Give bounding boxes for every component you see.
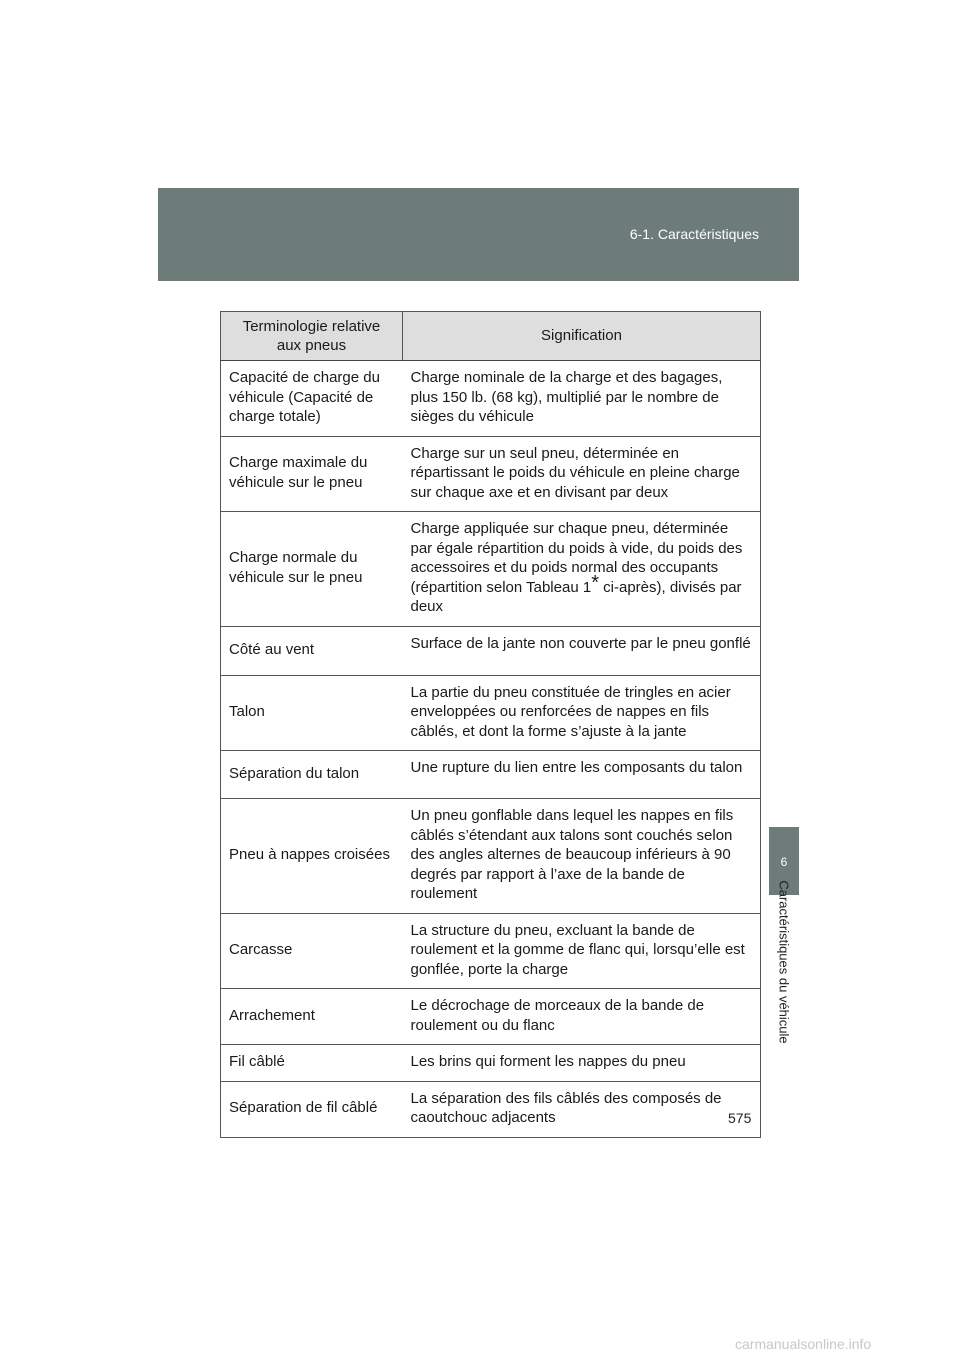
term-cell: Charge maximale du véhicule sur le pneu: [221, 436, 403, 512]
header-band: [158, 188, 799, 281]
meaning-cell: Un pneu gonflable dans lequel les nappes en fils câblés s’étendant aux talons sont couchés selon des angles alternes de beaucoup inférieurs à 90 degrés par rapport à l’axe de la bande de roulement: [403, 799, 761, 914]
footnote-star: *: [591, 571, 599, 594]
term-cell: Talon: [221, 675, 403, 751]
term-cell: Arrachement: [221, 989, 403, 1045]
table-row: [221, 436, 761, 512]
table-row: [221, 512, 761, 627]
meaning-text: Charge appliquée sur chaque pneu, déterminée par égale répartition du poids à vide, du poids des accessoires et du poids normal des occupants (répartition selon Tableau 1: [410, 520, 743, 596]
term-cell: Fil câblé: [221, 1045, 403, 1082]
meaning-cell: Les brins qui forment les nappes du pneu: [403, 1045, 761, 1082]
header-term: Terminologie relative aux pneus: [221, 312, 403, 361]
table-row: [221, 989, 761, 1045]
meaning-cell: La structure du pneu, excluant la bande de roulement et la gomme de flanc qui, lorsqu’elle est gonflée, porte la charge: [403, 913, 761, 989]
term-cell: Pneu à nappes croisées: [221, 799, 403, 914]
table-row: [221, 799, 761, 914]
term-cell: Capacité de charge du véhicule (Capacité de charge totale): [221, 361, 403, 437]
chapter-number: 6: [780, 855, 788, 869]
term-cell: Carcasse: [221, 913, 403, 989]
table-row: [221, 626, 761, 675]
watermark-text: carmanualsonline.info: [735, 1336, 872, 1352]
page-number: 575: [728, 1110, 752, 1126]
table-header-row: [221, 312, 761, 361]
meaning-cell: Surface de la jante non couverte par le pneu gonflé: [403, 626, 761, 675]
term-cell: Côté au vent: [221, 626, 403, 675]
meaning-cell: Charge nominale de la charge et des bagages, plus 150 lb. (68 kg), multiplié par le nombre de sièges du véhicule: [403, 361, 761, 437]
table-row: [221, 361, 761, 437]
table-row: [221, 913, 761, 989]
table-row: [221, 751, 761, 799]
tire-terminology-table: [220, 311, 761, 1138]
meaning-cell: [403, 512, 761, 627]
table-row: [221, 675, 761, 751]
table-row: [221, 1081, 761, 1137]
term-cell: Charge normale du véhicule sur le pneu: [221, 512, 403, 627]
table-row: [221, 1045, 761, 1082]
term-cell: Séparation du talon: [221, 751, 403, 799]
term-cell: Séparation de fil câblé: [221, 1081, 403, 1137]
meaning-cell: La partie du pneu constituée de tringles en acier enveloppées ou renforcées de nappes en fils câblés, et dont la forme s’ajuste à la jante: [403, 675, 761, 751]
meaning-cell: Charge sur un seul pneu, déterminée en répartissant le poids du véhicule en pleine charge sur chaque axe et en divisant par deux: [403, 436, 761, 512]
meaning-cell: La séparation des fils câblés des composés de caoutchouc adjacents: [403, 1081, 761, 1137]
meaning-tail: ci-après), divisés par deux: [410, 578, 742, 615]
section-title: 6-1. Caractéristiques: [629, 226, 759, 242]
chapter-label: Caractéristiques du véhicule: [776, 880, 792, 1044]
header-meaning: Signification: [403, 312, 761, 361]
meaning-cell: Une rupture du lien entre les composants du talon: [403, 751, 761, 799]
meaning-cell: Le décrochage de morceaux de la bande de roulement ou du flanc: [403, 989, 761, 1045]
